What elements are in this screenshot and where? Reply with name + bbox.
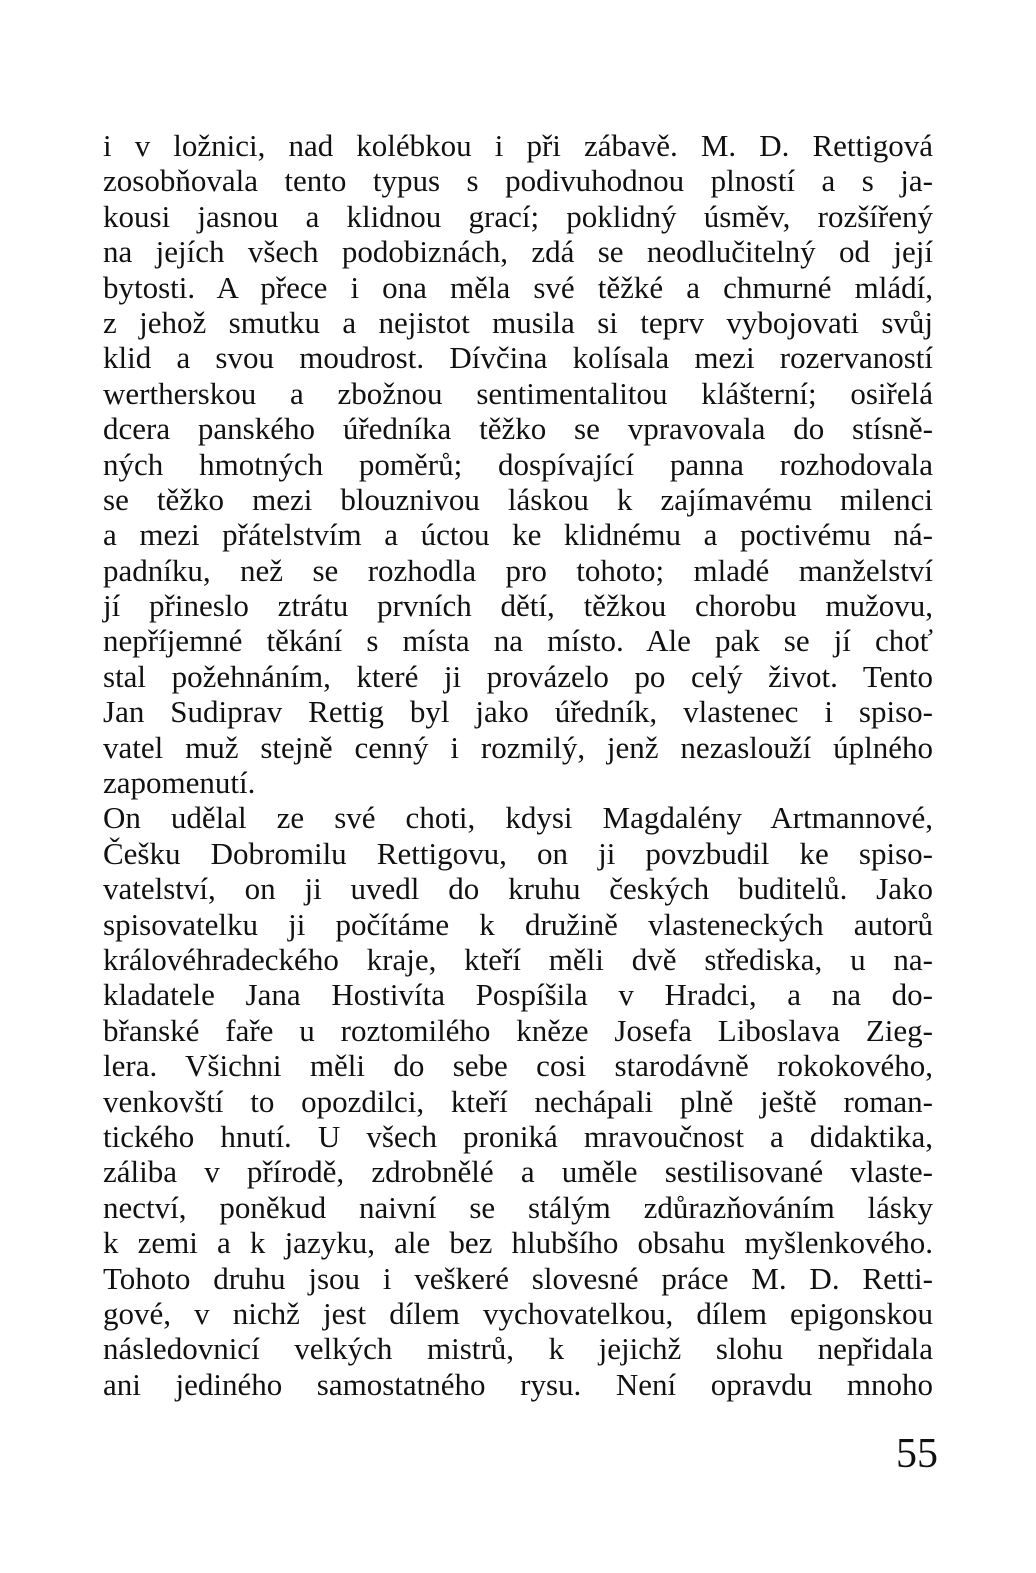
- text-line: Tohoto druhu jsou i veškeré slovesné práce M. D. Retti-: [103, 1260, 933, 1296]
- text-line: padníku, než se rozhodla pro tohoto; mladé manželství: [103, 552, 933, 588]
- text-line: spisovatelku ji počítáme k družině vlasteneckých autorů: [103, 906, 933, 942]
- text-line: wertherskou a zbožnou sentimentalitou klášterní; osiřelá: [103, 375, 933, 411]
- text-line: vatel muž stejně cenný i rozmilý, jenž nezaslouží úplného: [103, 729, 933, 765]
- text-line: se těžko mezi blouznivou láskou k zajímavému milenci: [103, 481, 933, 517]
- text-line: i v ložnici, nad kolébkou i při zábavě. M. D. Rettigová: [103, 128, 933, 163]
- text-line: Češku Dobromilu Rettigovu, on ji povzbudil ke spiso-: [103, 835, 933, 871]
- text-line: zapomenutí.: [103, 765, 256, 801]
- text-line: na jejích všech podobiznách, zdá se neodlučitelný od její: [103, 234, 933, 270]
- text-line: jí přineslo ztrátu prvních dětí, těžkou chorobu mužovu,: [103, 588, 933, 624]
- text-line: kladatele Jana Hostivíta Pospíšila v Hradci, a na do-: [103, 977, 933, 1013]
- text-line: zosobňovala tento typus s podivuhodnou plností a s ja-: [103, 163, 933, 199]
- text-line: ných hmotných poměrů; dospívající panna rozhodovala: [103, 446, 933, 482]
- text-line: gové, v nichž jest dílem vychovatelkou, dílem epigonskou: [103, 1295, 933, 1331]
- text-line: královéhradeckého kraje, kteří měli dvě střediska, u na-: [103, 941, 933, 977]
- text-line: ani jediného samostatného rysu. Není opravdu mnoho: [103, 1366, 933, 1402]
- text-line: dcera panského úředníka těžko se vpravovala do stísně-: [103, 411, 933, 447]
- text-line: záliba v přírodě, zdrobnělé a uměle sestilisované vlaste-: [103, 1154, 933, 1190]
- text-line: lera. Všichni měli do sebe cosi starodávně rokokového,: [103, 1048, 933, 1084]
- text-line: On udělal ze své choti, kdysi Magdalény Artmannové,: [103, 800, 933, 836]
- text-line: kousi jasnou a klidnou grací; poklidný úsměv, rozšířený: [103, 198, 933, 234]
- text-line: venkovští to opozdilci, kteří nechápali plně ještě roman-: [103, 1083, 933, 1119]
- text-line: bytosti. A přece i ona měla své těžké a chmurné mládí,: [103, 269, 933, 305]
- text-line: nepříjemné těkání s místa na místo. Ale pak se jí choť: [103, 623, 933, 659]
- text-line: stal požehnáním, které ji provázelo po celý život. Tento: [103, 658, 933, 694]
- text-line: k zemi a k jazyku, ale bez hlubšího obsahu myšlenkového.: [103, 1225, 933, 1261]
- text-line: vatelství, on ji uvedl do kruhu českých buditelů. Jako: [103, 871, 933, 907]
- text-line: a mezi přátelstvím a úctou ke klidnému a poctivému ná-: [103, 517, 933, 553]
- text-line: následovnicí velkých mistrů, k jejichž slohu nepřidala: [103, 1331, 933, 1367]
- text-line: břanské faře u roztomilého kněze Josefa Liboslava Zieg-: [103, 1012, 933, 1048]
- text-line: Jan Sudiprav Rettig byl jako úředník, vlastenec i spiso-: [103, 694, 933, 730]
- text-line: klid a svou moudrost. Dívčina kolísala mezi rozervaností: [103, 340, 933, 376]
- text-line: nectví, poněkud naivní se stálým zdůrazňováním lásky: [103, 1189, 933, 1225]
- text-line: z jehož smutku a nejistot musila si teprv vybojovati svůj: [103, 304, 933, 340]
- body-text: [103, 128, 933, 1402]
- page-number: 55: [896, 1431, 938, 1477]
- text-line: tického hnutí. U všech proniká mravoučnost a didaktika,: [103, 1118, 933, 1154]
